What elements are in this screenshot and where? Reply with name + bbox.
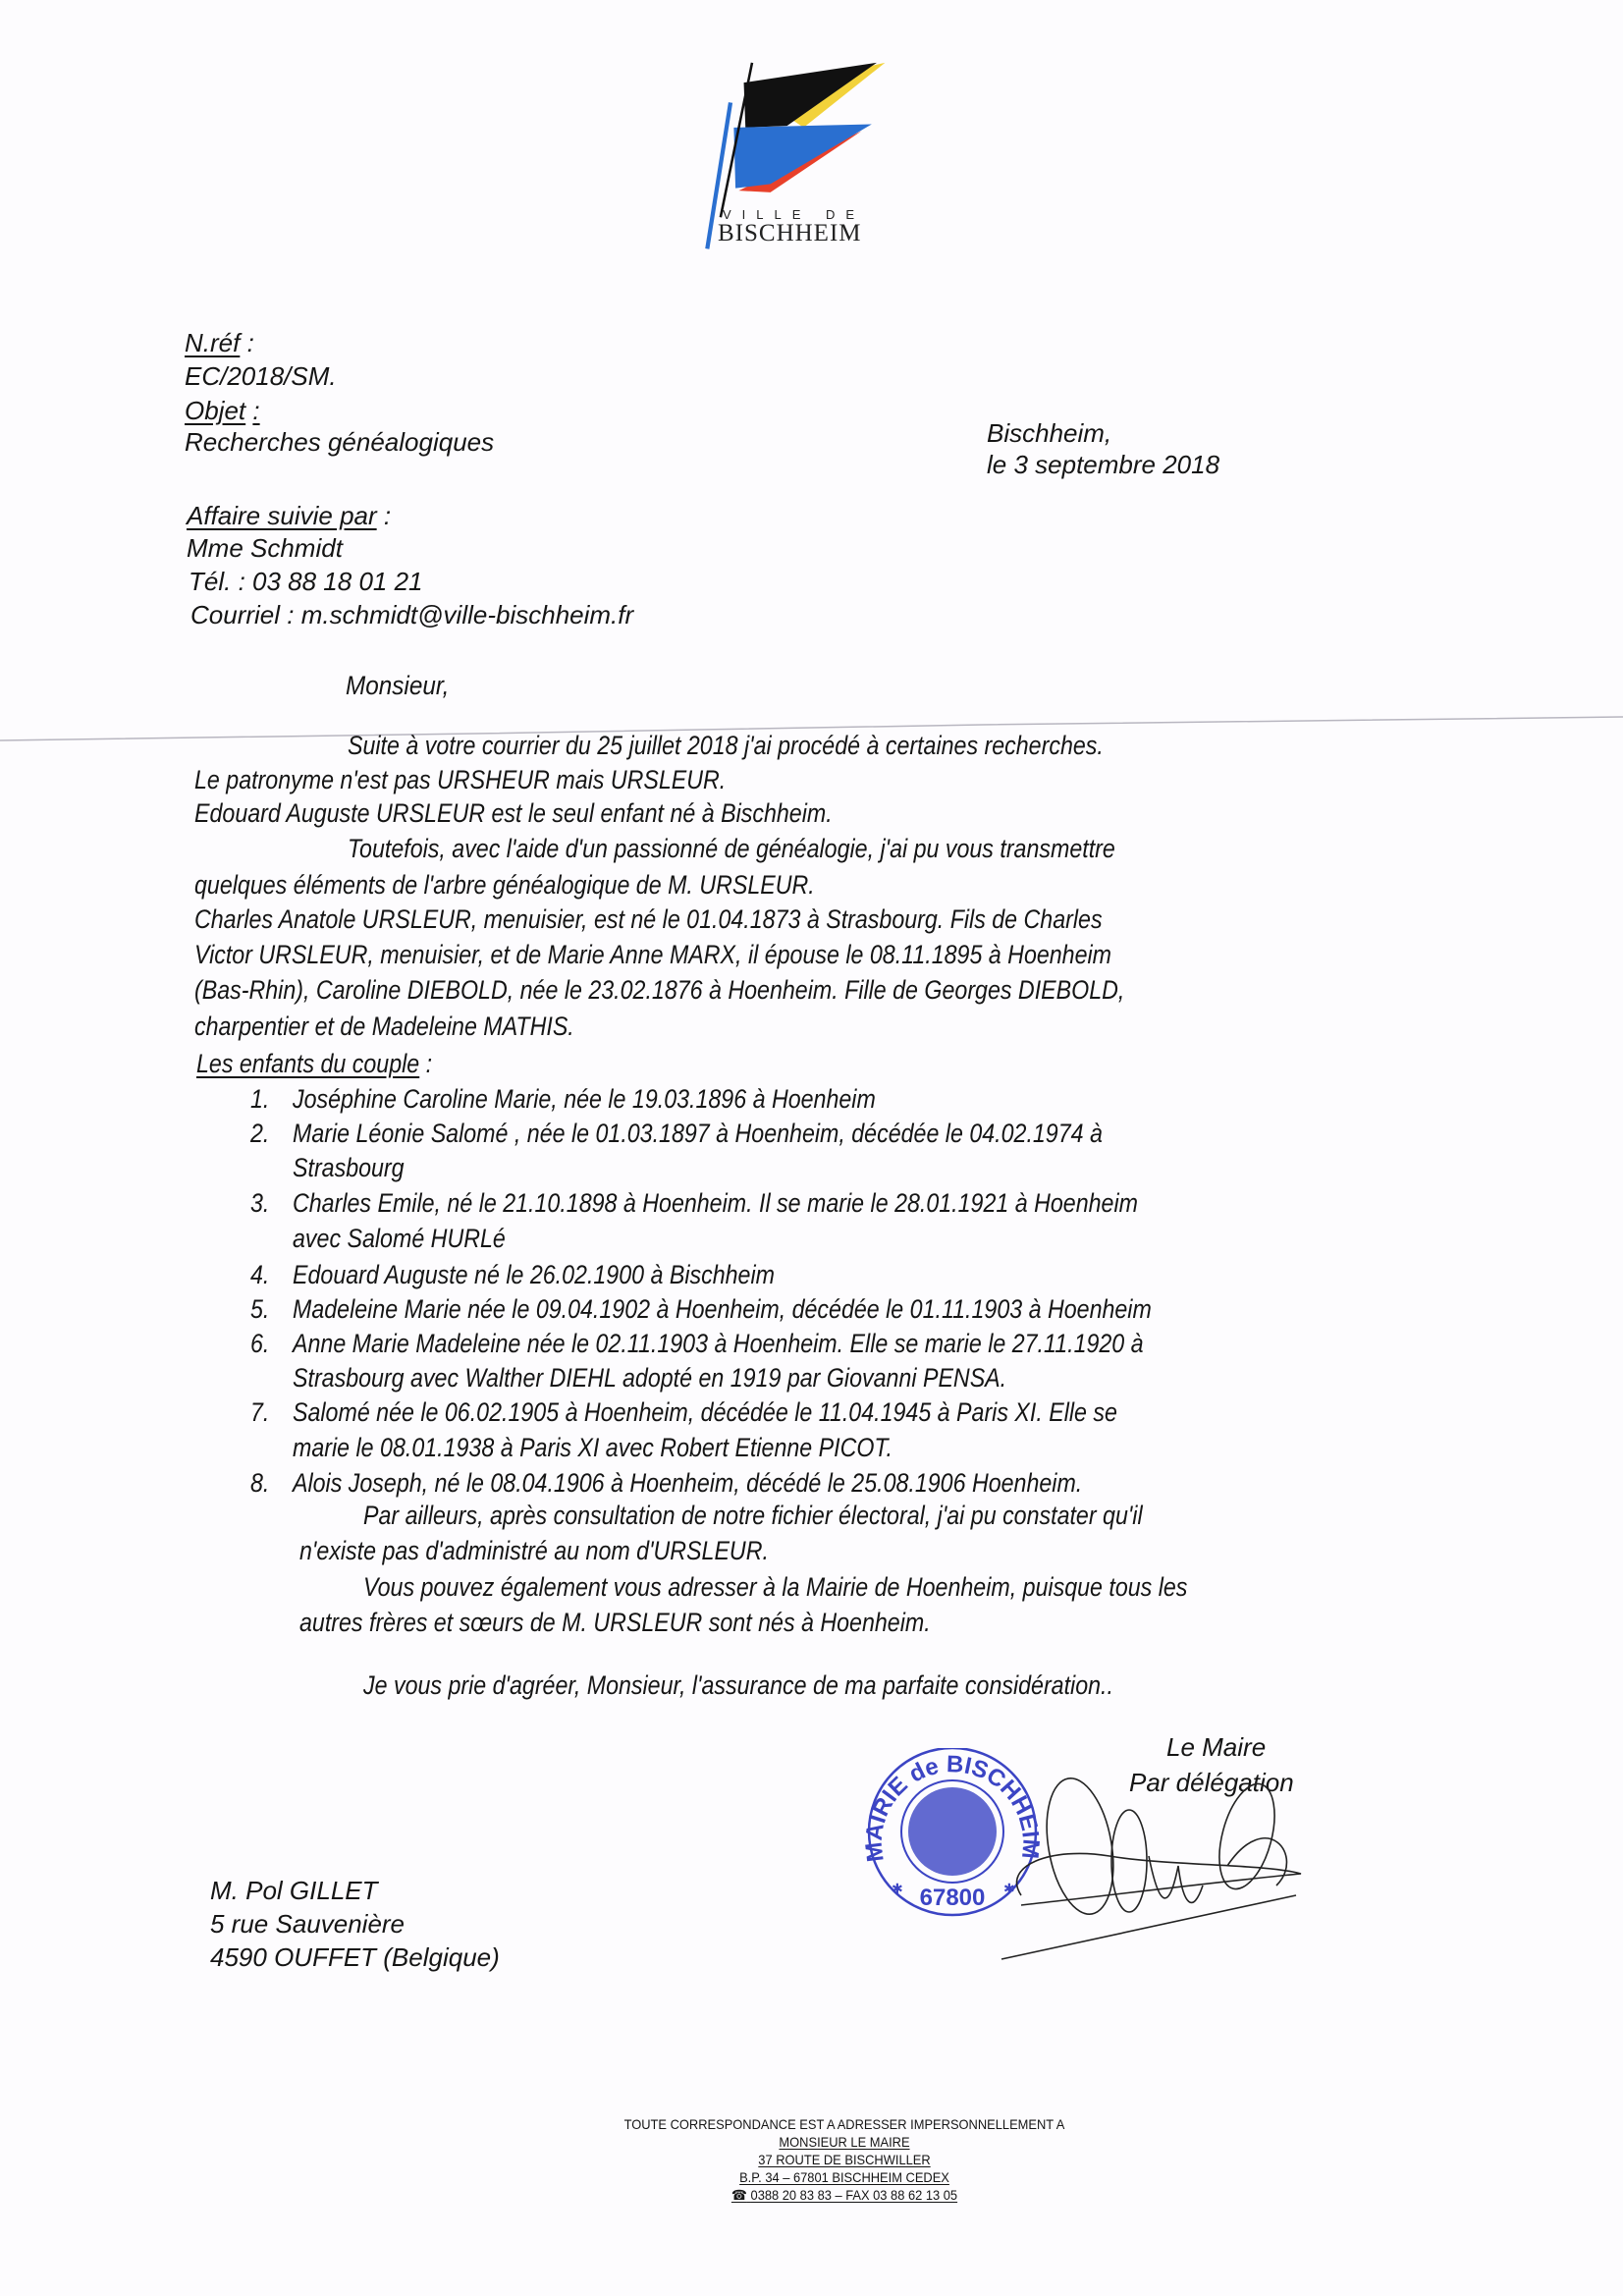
child-item-8	[250, 1467, 1082, 1499]
followed-name: Mme Schmidt	[187, 533, 343, 563]
child-number: 5.	[250, 1294, 270, 1324]
child-text: Alois Joseph, né le 08.04.1906 à Hoenheim, décédé le 25.08.1906 Hoenheim.	[293, 1468, 1083, 1498]
closing-formula: Je vous prie d'agréer, Monsieur, l'assurance de ma parfaite considération..	[363, 1670, 1113, 1700]
child-text: Anne Marie Madeleine née le 02.11.1903 à Hoenheim. Elle se marie le 27.11.1920 à	[293, 1329, 1144, 1358]
recipient-city: 4590 OUFFET (Belgique)	[210, 1942, 500, 1972]
child-number: 6.	[250, 1329, 270, 1358]
handwritten-signature	[1001, 1774, 1301, 1959]
recipient-name: M. Pol GILLET	[210, 1876, 378, 1905]
paragraph-7-line-2: autres frères et sœurs de M. URSLEUR sont nés à Hoenheim.	[299, 1608, 931, 1637]
place: Bischheim,	[987, 418, 1112, 448]
logo-blue-flag	[733, 124, 871, 188]
paragraph-4-line-1: Toutefois, avec l'aide d'un passionné de généalogie, j'ai pu vous transmettre	[348, 834, 1115, 863]
child-text: Charles Emile, né le 21.10.1898 à Hoenheim. Il se marie le 28.01.1921 à Hoenheim	[293, 1188, 1138, 1218]
child-item-4	[250, 1259, 775, 1290]
recipient-street: 5 rue Sauvenière	[210, 1909, 406, 1939]
signatory-title: Le Maire	[1166, 1732, 1267, 1762]
child-text: avec Salomé HURLé	[293, 1224, 506, 1253]
child-number: 8.	[250, 1468, 270, 1498]
child-number: 4.	[250, 1260, 270, 1289]
child-item-7	[250, 1396, 1117, 1428]
paragraph-2: Le patronyme n'est pas URSHEUR mais URSLEUR.	[194, 765, 727, 794]
paragraph-5-line-3: (Bas-Rhin), Caroline DIEBOLD, née le 23.02.1876 à Hoenheim. Fille de Georges DIEBOLD,	[194, 975, 1125, 1005]
object-label: Objet :	[185, 396, 260, 425]
followed-label: Affaire suivie par :	[187, 501, 392, 530]
stamp-code: 67800	[919, 1885, 986, 1911]
ref-value: EC/2018/SM.	[185, 361, 337, 391]
paragraph-6-line-1: Par ailleurs, après consultation de notre fichier électoral, j'ai pu constater qu'il	[363, 1501, 1143, 1530]
paragraph-1: Suite à votre courrier du 25 juillet 2018 j'ai procédé à certaines recherches.	[348, 731, 1104, 760]
children-heading: Les enfants du couple :	[196, 1049, 433, 1078]
child-item-6-cont	[250, 1362, 1006, 1394]
child-item-1	[250, 1083, 876, 1115]
child-text: Joséphine Caroline Marie, née le 19.03.1896 à Hoenheim	[293, 1084, 876, 1114]
phone-icon: ☎	[730, 2187, 747, 2203]
child-text: Salomé née le 06.02.1905 à Hoenheim, décédée le 11.04.1945 à Paris XI. Elle se	[293, 1397, 1117, 1427]
child-text: Madeleine Marie née le 09.04.1902 à Hoenheim, décédée le 01.11.1903 à Hoenheim	[293, 1294, 1152, 1324]
official-stamp-and-signature	[854, 1748, 1316, 1984]
footer-line-3: 37 ROUTE DE BISCHWILLER	[758, 2152, 931, 2167]
child-number: 7.	[250, 1397, 270, 1427]
child-item-5	[250, 1293, 1152, 1325]
email: Courriel : m.schmidt@ville-bischheim.fr	[190, 600, 634, 629]
child-text: Marie Léonie Salomé , née le 01.03.1897 à Hoenheim, décédée le 04.02.1974 à	[293, 1119, 1103, 1148]
child-number: 2.	[250, 1119, 270, 1148]
paragraph-5-line-4: charpentier et de Madeleine MATHIS.	[194, 1011, 574, 1041]
paragraph-3: Edouard Auguste URSLEUR est le seul enfant né à Bischheim.	[194, 798, 833, 828]
paragraph-5-line-1: Charles Anatole URSLEUR, menuisier, est né le 01.04.1873 à Strasbourg. Fils de Charles	[194, 904, 1103, 934]
child-item-3	[250, 1187, 1138, 1219]
child-item-3-cont	[250, 1223, 506, 1254]
date: le 3 septembre 2018	[987, 450, 1220, 479]
paragraph-4-line-2: quelques éléments de l'arbre généalogique de M. URSLEUR.	[194, 870, 815, 900]
ref-label: N.réf :	[185, 328, 254, 357]
mairie-stamp-icon	[860, 1748, 1044, 1915]
object-value: Recherches généalogiques	[185, 427, 495, 457]
child-item-2	[250, 1118, 1103, 1149]
paragraph-7-line-1: Vous pouvez également vous adresser à la Mairie de Hoenheim, puisque tous les	[363, 1572, 1188, 1602]
child-text: Strasbourg	[293, 1153, 405, 1182]
child-item-2-cont	[250, 1152, 405, 1183]
footer-line-4: B.P. 34 – 67801 BISCHHEIM CEDEX	[739, 2169, 949, 2185]
child-item-7-cont	[250, 1432, 893, 1463]
paragraph-5-line-2: Victor URSLEUR, menuisier, et de Marie Anne MARX, il épouse le 08.11.1895 à Hoenheim	[194, 940, 1112, 969]
phone: Tél. : 03 88 18 01 21	[189, 567, 423, 596]
child-item-6	[250, 1328, 1144, 1359]
footer-line-1: TOUTE CORRESPONDANCE EST A ADRESSER IMPERSONNELLEMENT A	[623, 2116, 1065, 2132]
footer	[556, 2115, 1134, 2204]
svg-text:✱: ✱	[892, 1881, 903, 1896]
child-number: 3.	[250, 1188, 270, 1218]
logo-name: BISCHHEIM	[718, 220, 862, 246]
child-number: 1.	[250, 1084, 270, 1114]
paragraph-6-line-2: n'existe pas d'administré au nom d'URSLEUR.	[299, 1536, 769, 1565]
salutation: Monsieur,	[346, 671, 450, 700]
child-text: marie le 08.01.1938 à Paris XI avec Robert Etienne PICOT.	[293, 1433, 893, 1462]
svg-text:✱: ✱	[1003, 1881, 1015, 1896]
stamp-text: MAIRIE de BISCHHEIM	[860, 1751, 1045, 1864]
signatory-delegation: Par délégation	[1129, 1768, 1294, 1797]
footer-line-2: MONSIEUR LE MAIRE	[779, 2134, 910, 2150]
footer-line-5: 0388 20 83 83 – FAX 03 88 62 13 05	[750, 2187, 958, 2203]
child-text: Strasbourg avec Walther DIEHL adopté en 1919 par Giovanni PENSA.	[293, 1363, 1007, 1393]
logo-ville-de: VILLE DE	[723, 207, 866, 222]
child-text: Edouard Auguste né le 26.02.1900 à Bischheim	[293, 1260, 775, 1289]
